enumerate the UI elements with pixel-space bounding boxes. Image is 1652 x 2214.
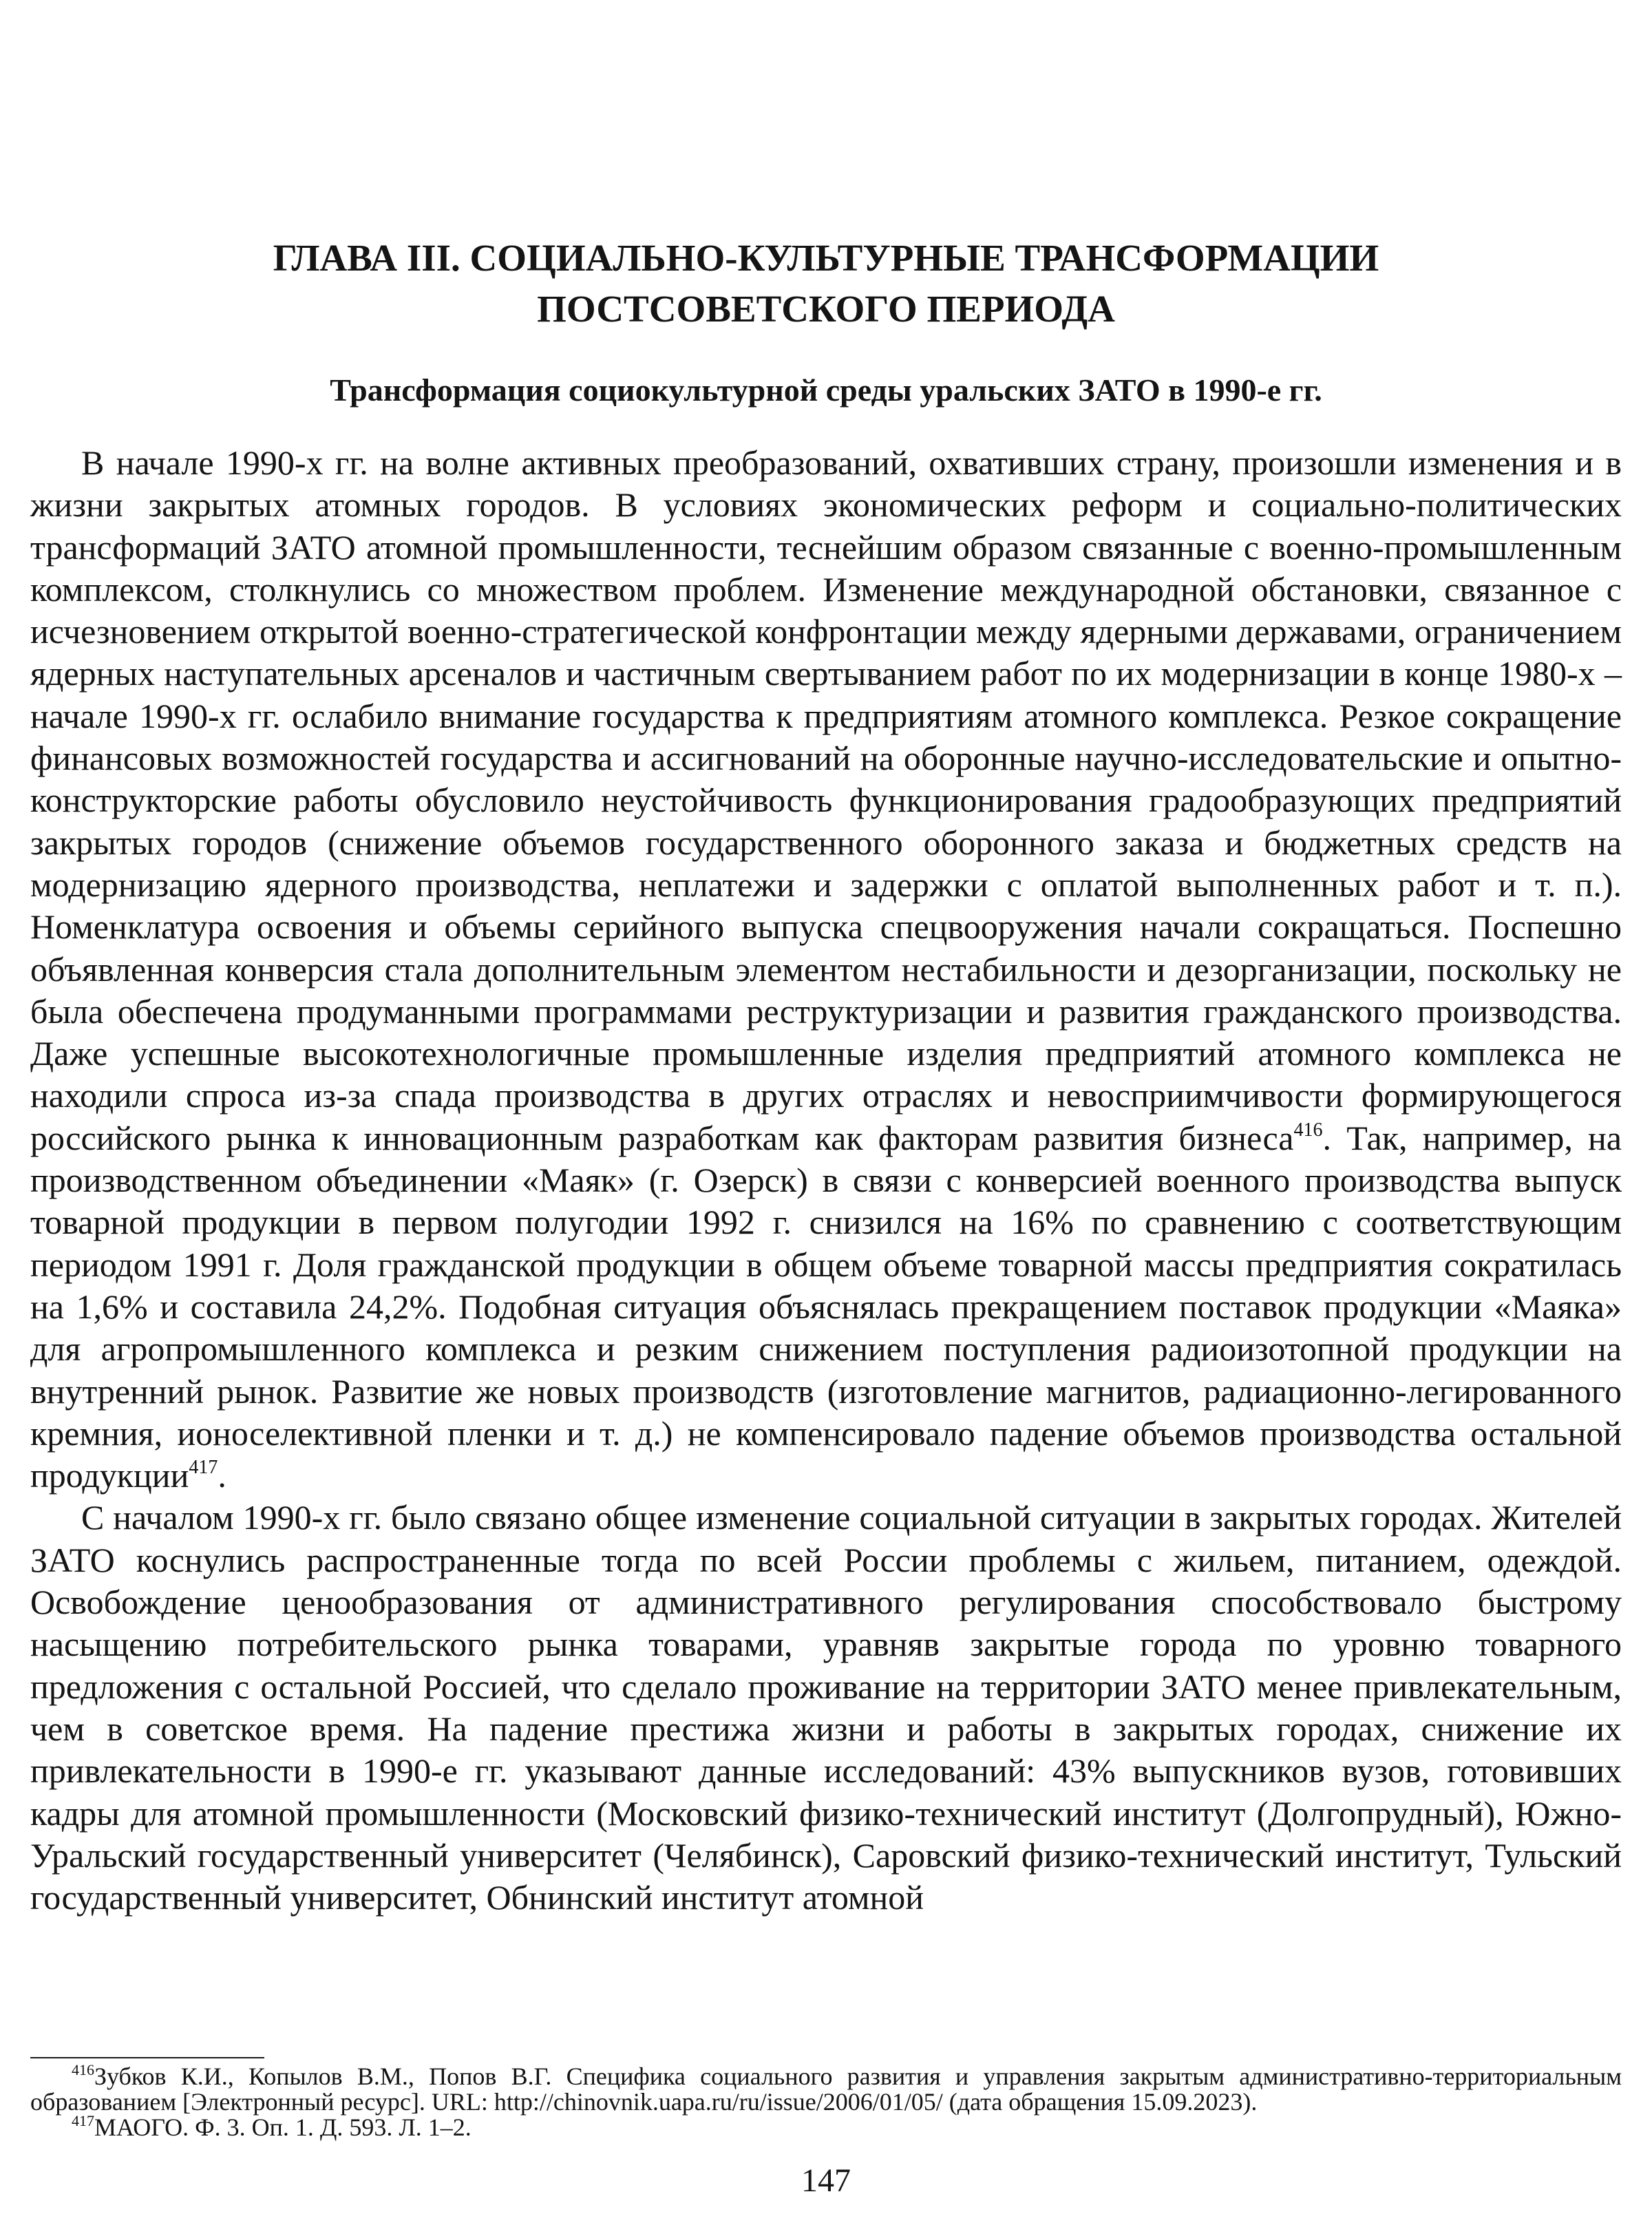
footnote-mark: 417	[72, 2112, 94, 2129]
body-text	[30, 442, 1622, 1919]
paragraph-1-end: .	[218, 1456, 226, 1495]
footnote-mark: 416	[72, 2061, 94, 2078]
paragraph-2: С началом 1990-х гг. было связано общее изменение социальной ситуации в закрытых городах. Жителей ЗАТО коснулись распространенные тогда по всей России проблемы с жильем, питанием, одеждой. Освобождение ценообразования от административного регулирования способствовало быстрому насыщению потребительского рынка товарами, уравняв закрытые города по уровню товарного предложения с остальной Россией, что сделало проживание на территории ЗАТО менее привлекательным, чем в советское время. На падение престижа жизни и работы в закрытых городах, снижение их привлекательности в 1990-е гг. указывают данные исследований: 43% выпускников вузов, готовивших кадры для атомной промышленности (Московский физико-технический институт (Долгопрудный), Южно-Уральский государственный университет (Челябинск), Саровский физико-технический институт, Тульский государственный университет, Обнинский институт атомной	[30, 1498, 1622, 1917]
chapter-title	[30, 233, 1622, 335]
footnote-divider	[30, 2057, 264, 2058]
footnote-ref-417[interactable]: 417	[189, 1457, 218, 1479]
footnotes	[30, 2061, 1622, 2141]
footnote-416	[30, 2061, 1622, 2116]
footnote-417	[30, 2112, 1622, 2141]
footnote-ref-416[interactable]: 416	[1293, 1119, 1323, 1141]
paragraph-1-part-1: В начале 1990-х гг. на волне активных преобразований, охвативших страну, произошли изменения и в жизни закрытых атомных городов. В условиях экономических реформ и социально-политических трансформаций ЗАТО атомной промышленности, теснейшим образом связанные с военно-промышленным комплексом, столкнулись со множеством проблем. Изменение международной обстановки, связанное с исчезновением открытой военно-стратегической конфронтации между ядерными державами, ограничением ядерных наступательных арсеналов и частичным свертыванием работ по их модернизации в конце 1980-х – начале 1990-х гг. ослабило внимание государства к предприятиям атомного комплекса. Резкое сокращение финансовых возможностей государства и ассигнований на оборонные научно-исследовательские и опытно-конструкторские работы обусловило неустойчивость функционирования градообразующих предприятий закрытых городов (снижение объемов государственного оборонного заказа и бюджетных средств на модернизацию ядерного производства, неплатежи и задержки с оплатой выполненных работ и т. п.). Номенклатура освоения и объемы серийного выпуска спецвооружения начали сокращаться. Поспешно объявленная конверсия стала дополнительным элементом нестабильности и дезорганизации, поскольку не была обеспечена продуманными программами реструктуризации и развития гражданского производства. Даже успешные высокотехнологичные промышленные изделия предприятий атомного комплекса не находили спроса из-за спада производства в других отраслях и невосприимчивости формирующегося российского рынка к инновационным разработкам как факторам развития бизнеса	[30, 443, 1622, 1157]
paragraph-1	[30, 442, 1622, 1497]
chapter-title-line-2: ПОСТСОВЕТСКОГО ПЕРИОДА	[537, 288, 1115, 330]
footnote-text: Зубков К.И., Копылов В.М., Попов В.Г. Специфика социального развития и управления закрытым административно-территориальным образованием [Электронный ресурс]. URL: http://chinovnik.uapa.ru/ru/issue/2006/01/05/ (дата обращения 15.09.2023).	[30, 2063, 1622, 2116]
paragraph-1-part-2: . Так, например, на производственном объединении «Маяк» (г. Озерск) в связи с конверсией военного производства выпуск товарной продукции в первом полугодии 1992 г. снизился на 16% по сравнению с соответствующим периодом 1991 г. Доля гражданской продукции в общем объеме товарной массы предприятия сократилась на 1,6% и составила 24,2%. Подобная ситуация объяснялась прекращением поставок продукции «Маяка» для агропромышленного комплекса и резким снижением поступления радиоизотопной продукции на внутренний рынок. Развитие же новых производств (изготовление магнитов, радиационно-легированного кремния, ионоселективной пленки и т. д.) не компенсировало падение объемов производства остальной продукции	[30, 1118, 1622, 1495]
chapter-title-line-1: ГЛАВА III. СОЦИАЛЬНО-КУЛЬТУРНЫЕ ТРАНСФОРМАЦИИ	[273, 237, 1379, 279]
footnote-text: МАОГО. Ф. 3. Оп. 1. Д. 593. Л. 1–2.	[94, 2113, 472, 2141]
page-number: 147	[801, 2162, 851, 2199]
book-page	[30, 0, 1622, 2214]
section-title: Трансформация социокультурной среды уральских ЗАТО в 1990-е гг.	[330, 372, 1322, 408]
